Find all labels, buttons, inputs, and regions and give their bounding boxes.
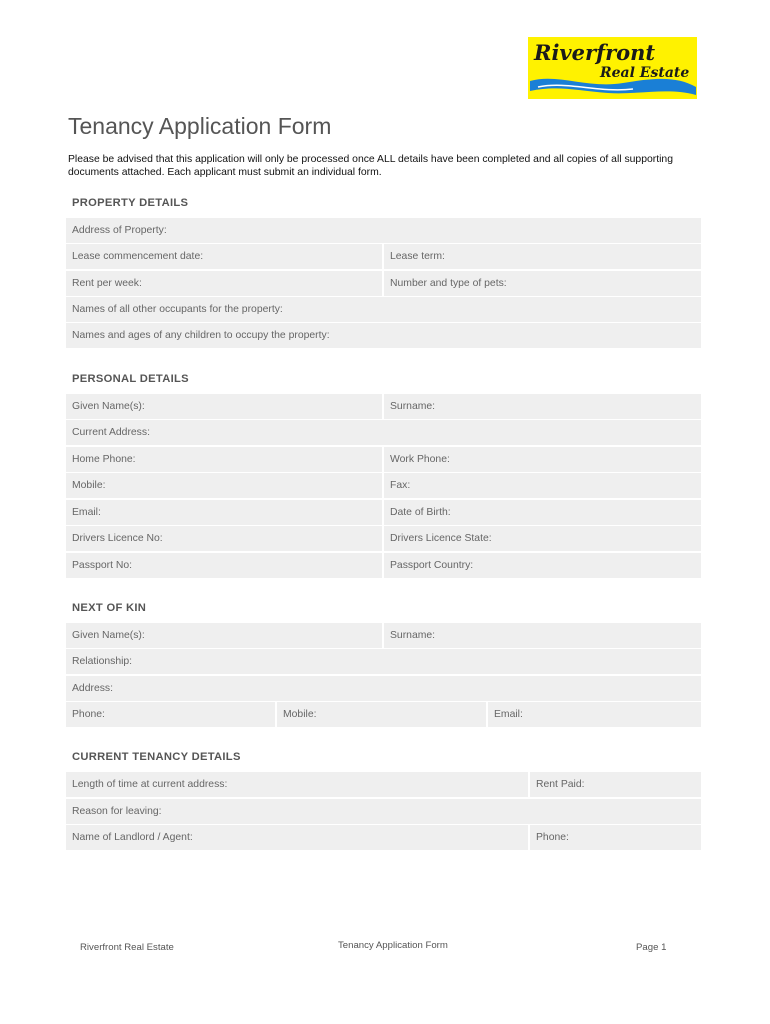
section-heading-personal: PERSONAL DETAILS: [72, 373, 189, 385]
form-row: [66, 772, 701, 797]
form-row: [66, 271, 701, 296]
email-field[interactable]: Email:: [66, 500, 382, 525]
kin-mobile-field[interactable]: Mobile:: [277, 702, 486, 727]
rent-per-week-field[interactable]: Rent per week:: [66, 271, 382, 296]
form-row: [66, 420, 701, 445]
work-phone-field[interactable]: Work Phone:: [384, 447, 701, 472]
landlord-name-field[interactable]: Name of Landlord / Agent:: [66, 825, 528, 850]
kin-address-field[interactable]: Address:: [66, 676, 701, 701]
kin-phone-field[interactable]: Phone:: [66, 702, 275, 727]
lease-commencement-field[interactable]: Lease commencement date:: [66, 244, 382, 269]
passport-no-field[interactable]: Passport No:: [66, 553, 382, 578]
kin-email-field[interactable]: Email:: [488, 702, 701, 727]
intro-text: Please be advised that this application will only be processed once ALL details have been completed and all copies of all supporting documents attached. Each applicant must submit an individual form.: [68, 154, 673, 178]
fax-field[interactable]: Fax:: [384, 473, 701, 498]
length-at-address-field[interactable]: Length of time at current address:: [66, 772, 528, 797]
children-field[interactable]: Names and ages of any children to occupy the property:: [66, 323, 701, 348]
form-row: [66, 799, 701, 824]
form-row: [66, 553, 701, 578]
landlord-phone-field[interactable]: Phone:: [530, 825, 701, 850]
form-row: [66, 297, 701, 322]
form-row: [66, 244, 701, 269]
form-row: [66, 702, 701, 727]
company-logo: [528, 37, 697, 99]
section-heading-tenancy: CURRENT TENANCY DETAILS: [72, 751, 241, 763]
licence-no-field[interactable]: Drivers Licence No:: [66, 526, 382, 551]
footer-page-number: Page 1: [636, 942, 667, 953]
form-row: [66, 676, 701, 701]
section-heading-property: PROPERTY DETAILS: [72, 197, 189, 209]
given-names-field[interactable]: Given Name(s):: [66, 394, 382, 419]
form-row: [66, 500, 701, 525]
form-row: [66, 323, 701, 348]
reason-for-leaving-field[interactable]: Reason for leaving:: [66, 799, 701, 824]
passport-country-field[interactable]: Passport Country:: [384, 553, 701, 578]
page-title: Tenancy Application Form: [68, 113, 332, 139]
form-row: [66, 473, 701, 498]
home-phone-field[interactable]: Home Phone:: [66, 447, 382, 472]
current-address-field[interactable]: Current Address:: [66, 420, 701, 445]
form-row: [66, 394, 701, 419]
form-row: [66, 526, 701, 551]
form-row: [66, 649, 701, 674]
mobile-field[interactable]: Mobile:: [66, 473, 382, 498]
footer-title: Tenancy Application Form: [338, 940, 448, 951]
section-heading-kin: NEXT OF KIN: [72, 602, 147, 614]
logo-graphic: [528, 37, 697, 99]
lease-term-field[interactable]: Lease term:: [384, 244, 701, 269]
licence-state-field[interactable]: Drivers Licence State:: [384, 526, 701, 551]
address-of-property-field[interactable]: Address of Property:: [66, 218, 701, 243]
date-of-birth-field[interactable]: Date of Birth:: [384, 500, 701, 525]
rent-paid-field[interactable]: Rent Paid:: [530, 772, 701, 797]
form-row: [66, 218, 701, 243]
kin-surname-field[interactable]: Surname:: [384, 623, 701, 648]
other-occupants-field[interactable]: Names of all other occupants for the property:: [66, 297, 701, 322]
footer-company: Riverfront Real Estate: [80, 942, 174, 953]
surname-field[interactable]: Surname:: [384, 394, 701, 419]
river-wave-shape: [530, 79, 696, 95]
kin-given-names-field[interactable]: Given Name(s):: [66, 623, 382, 648]
logo-text-line1: Riverfront: [534, 40, 656, 65]
logo-text-line2: Real Estate: [600, 65, 690, 81]
kin-relationship-field[interactable]: Relationship:: [66, 649, 701, 674]
form-row: [66, 447, 701, 472]
pets-field[interactable]: Number and type of pets:: [384, 271, 701, 296]
form-row: [66, 623, 701, 648]
form-row: [66, 825, 701, 850]
